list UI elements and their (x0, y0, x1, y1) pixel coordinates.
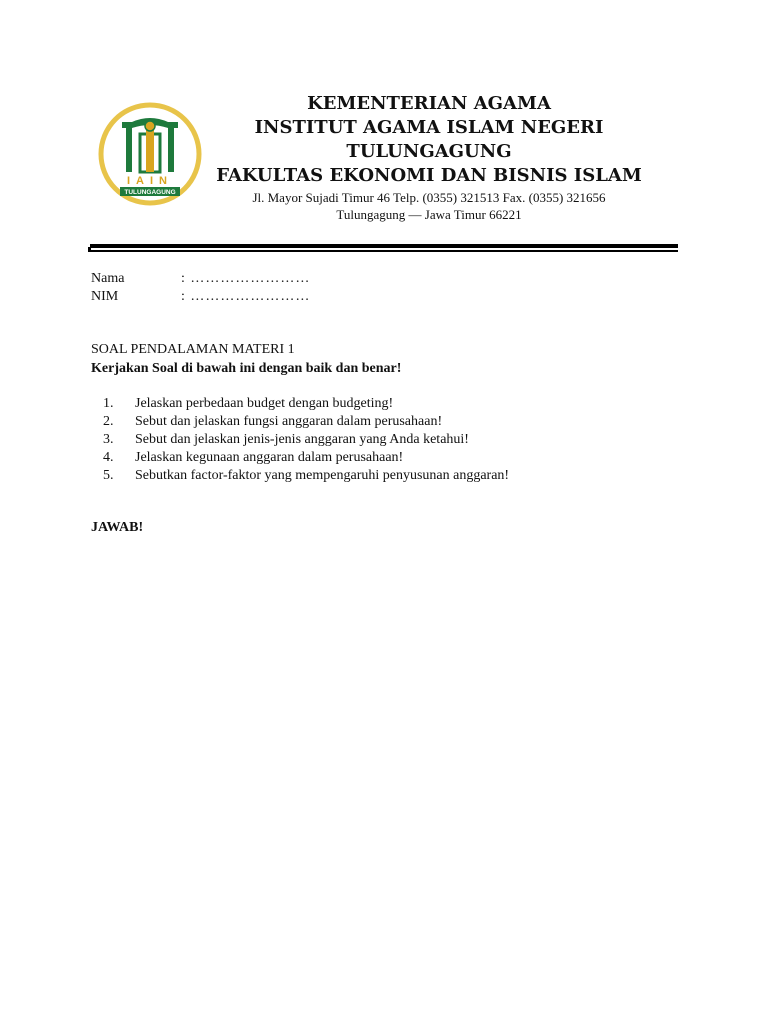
section-instruction: Kerjakan Soal di bawah ini dengan baik dan benar! (91, 361, 402, 376)
question-text: Jelaskan kegunaan anggaran dalam perusahaan! (135, 450, 404, 465)
question-list (91, 395, 509, 485)
question-number: 5. (103, 468, 114, 483)
logo-text-iain: IAIN (127, 175, 173, 187)
student-identity (91, 270, 310, 306)
iain-logo (96, 100, 204, 208)
name-value: : …………………… (181, 271, 311, 286)
question-text: Sebutkan factor-faktor yang mempengaruhi penyusunan anggaran! (135, 468, 510, 483)
city-title: TULUNGAGUNG (346, 141, 512, 162)
list-item (91, 431, 509, 449)
name-row (91, 270, 310, 288)
logo-text-tulungagung: TULUNGAGUNG (124, 189, 176, 196)
nim-row (91, 288, 310, 306)
question-number: 3. (103, 432, 114, 447)
header-rule-thick (90, 244, 678, 248)
letterhead (200, 92, 658, 223)
section-title: SOAL PENDALAMAN MATERI 1 (91, 342, 295, 357)
question-number: 1. (103, 396, 114, 411)
nim-label: NIM (91, 289, 119, 304)
header-rule-thin (90, 250, 678, 252)
address-line-1: Jl. Mayor Sujadi Timur 46 Telp. (0355) 321513 Fax. (0355) 321656 (252, 190, 606, 205)
question-number: 2. (103, 414, 114, 429)
answer-label: JAWAB! (91, 520, 144, 535)
question-text: Sebut dan jelaskan fungsi anggaran dalam perusahaan! (135, 414, 443, 429)
question-number: 4. (103, 450, 114, 465)
institute-title: INSTITUT AGAMA ISLAM NEGERI (254, 117, 604, 138)
question-text: Jelaskan perbedaan budget dengan budgeting! (135, 396, 394, 411)
list-item (91, 413, 509, 431)
question-text: Sebut dan jelaskan jenis-jenis anggaran yang Anda ketahui! (135, 432, 469, 447)
address-line-2: Tulungagung — Jawa Timur 66221 (336, 207, 522, 222)
faculty-title: FAKULTAS EKONOMI DAN BISNIS ISLAM (216, 165, 642, 186)
ministry-title: KEMENTERIAN AGAMA (307, 93, 551, 114)
name-label: Nama (91, 271, 125, 286)
list-item (91, 395, 509, 413)
list-item (91, 449, 509, 467)
list-item (91, 467, 509, 485)
section-header (91, 340, 401, 378)
nim-value: : …………………… (181, 289, 311, 304)
